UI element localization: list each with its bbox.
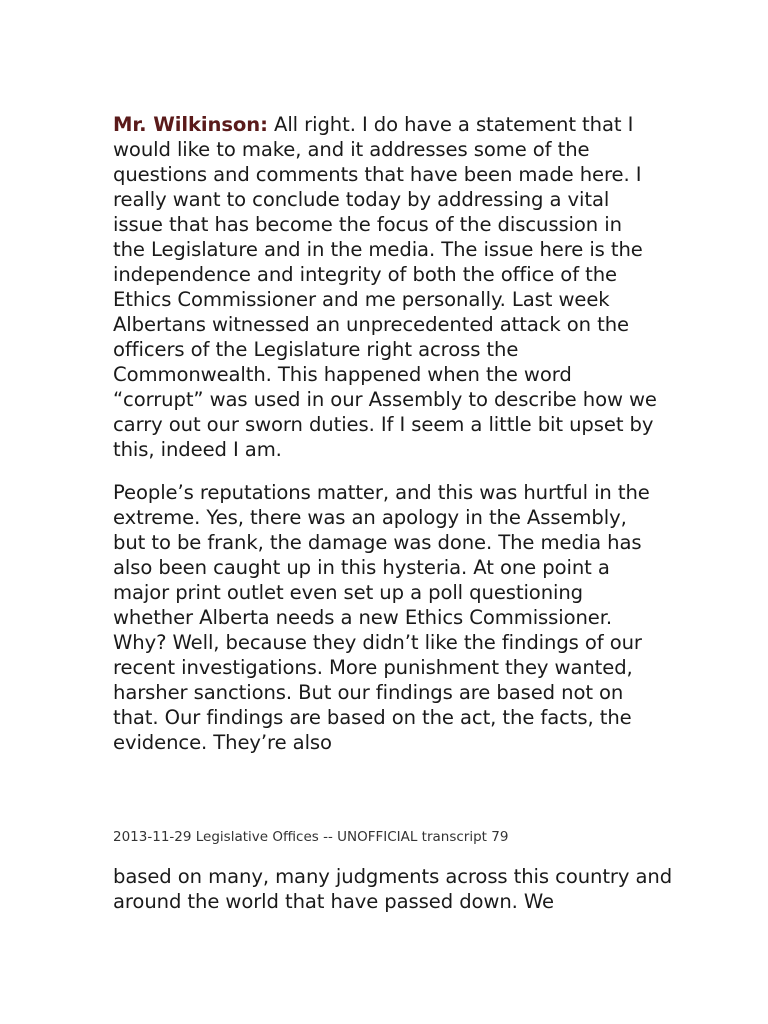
statement-paragraph-1 bbox=[113, 112, 658, 462]
statement-paragraph-2: People’s reputations matter, and this was hurtful in the extreme. Yes, there was an apology in the Assembly, but to be frank, the damage was done. The media has also been caught up in this hysteria. At one point a major print outlet even set up a poll questioning whether Alberta needs a new Ethics Commissioner. Why? Well, because they didn’t like the findings of our recent investigations. More punishment they wanted, harsher sanctions. But our findings are based not on that. Our findings are based on the act, the facts, the evidence. They’re also bbox=[113, 481, 650, 754]
page-footer: 2013-11-29 Legislative Offices -- UNOFFICIAL transcript 79 bbox=[113, 829, 509, 845]
speaker-name bbox=[113, 113, 268, 136]
speaker-label: Mr. Wilkinson bbox=[113, 113, 261, 136]
speaker-colon: : bbox=[260, 113, 268, 136]
paragraph-1-text: All right. I do have a statement that I would like to make, and it addresses some of the questions and comments that have been made here. I really want to conclude today by addressing a vital issue that has become the focus of the discussion in the Legislature and in the media. The issue here is the independence and integrity of both the office of the Ethics Commissioner and me personally. Last week Albertans witnessed an unprecedented attack on the officers of the Legislature right across the Commonwealth. This happened when the word “corrupt” was used in our Assembly to describe how we carry out our sworn duties. If I seem a little bit upset by this, indeed I am. bbox=[113, 113, 657, 461]
continuation-paragraph: based on many, many judgments across this country and around the world that have passed down. We bbox=[113, 865, 673, 913]
transcript-body bbox=[113, 112, 658, 755]
